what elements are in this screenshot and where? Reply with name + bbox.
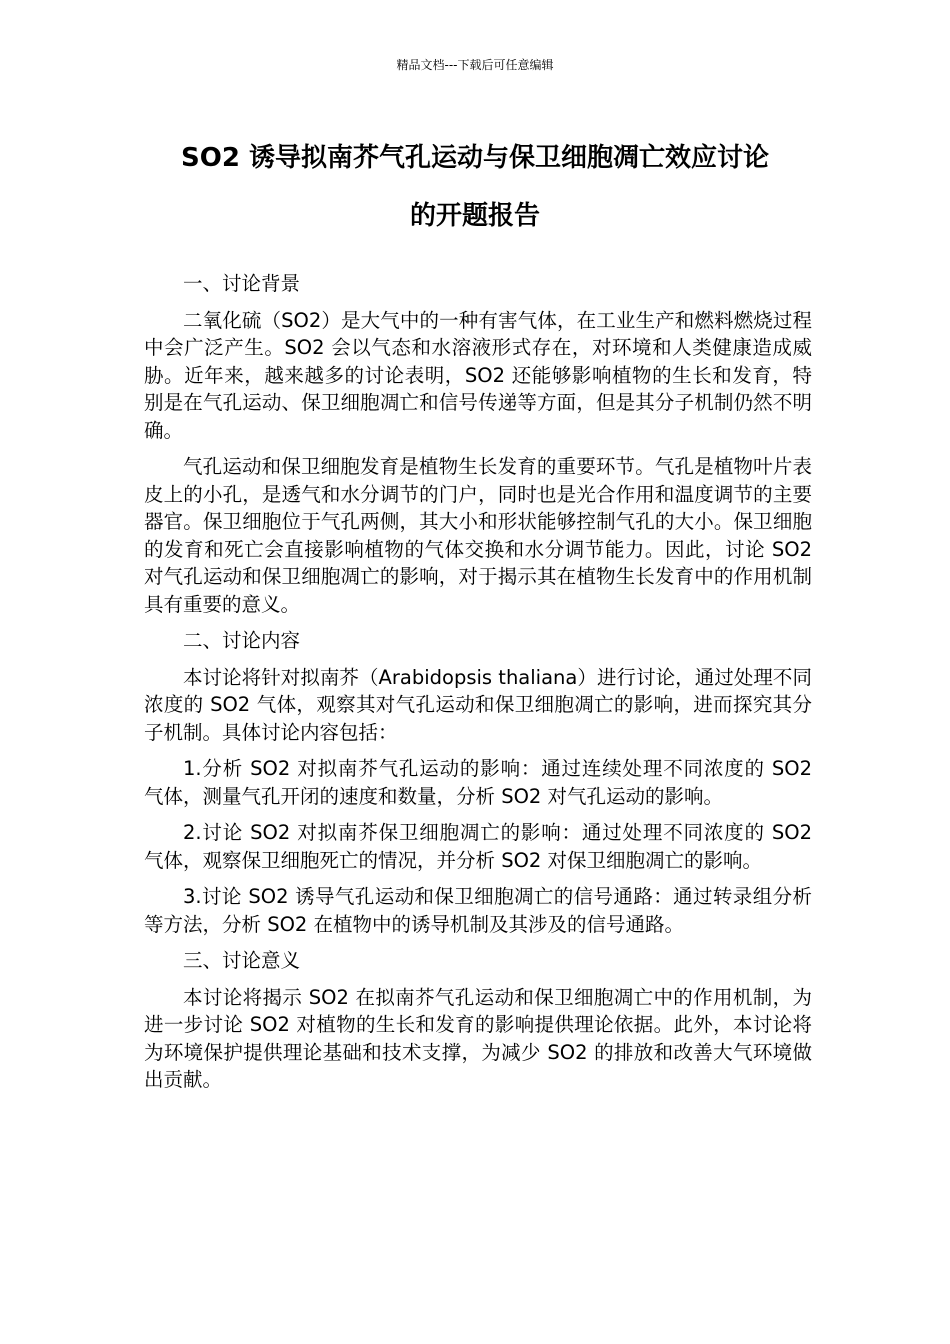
- section-heading-content: 二、讨论内容: [183, 629, 301, 652]
- title-line-1: SO2 诱导拟南芥气孔运动与保卫细胞凋亡效应讨论: [181, 143, 769, 173]
- paragraph-content-intro: 本讨论将针对拟南芥（Arabidopsis thaliana）进行讨论，通过处理不同浓度的 SO2 气体，观察其对气孔运动和保卫细胞凋亡的影响，进而探究其分子机制。具体讨论内容包括：: [144, 665, 812, 744]
- header-note: 精品文档---下载后可任意编辑: [396, 58, 554, 72]
- section-heading-significance: 三、讨论意义: [183, 949, 301, 972]
- document-title: [120, 136, 830, 238]
- title-line-2: 的开题报告: [409, 201, 540, 231]
- document-body: [144, 270, 812, 1103]
- paragraph-background-1: 二氧化硫（SO2）是大气中的一种有害气体，在工业生产和燃料燃烧过程中会广泛产生。SO2 会以气态和水溶液形式存在，对环境和人类健康造成威胁。近年来，越来越多的讨论表明，SO2 还能够影响植物的生长和发育，特别是在气孔运动、保卫细胞凋亡和信号传递等方面，但是其分子机制仍然不明确。: [144, 308, 812, 442]
- paragraph-background-2: 气孔运动和保卫细胞发育是植物生长发育的重要环节。气孔是植物叶片表皮上的小孔，是透气和水分调节的门户，同时也是光合作用和温度调节的主要器官。保卫细胞位于气孔两侧，其大小和形状能够控制气孔的大小。保卫细胞的发育和死亡会直接影响植物的气体交换和水分调节能力。因此，讨论 SO2 对气孔运动和保卫细胞凋亡的影响，对于揭示其在植物生长发育中的作用机制具有重要的意义。: [144, 455, 812, 616]
- list-item-content-1: 1.分析 SO2 对拟南芥气孔运动的影响：通过连续处理不同浓度的 SO2 气体，测量气孔开闭的速度和数量，分析 SO2 对气孔运动的影响。: [144, 757, 812, 808]
- section-heading-background: 一、讨论背景: [183, 272, 301, 295]
- list-item-content-2: 2.讨论 SO2 对拟南芥保卫细胞凋亡的影响：通过处理不同浓度的 SO2 气体，观察保卫细胞死亡的情况，并分析 SO2 对保卫细胞凋亡的影响。: [144, 821, 812, 872]
- list-item-content-3: 3.讨论 SO2 诱导气孔运动和保卫细胞凋亡的信号通路：通过转录组分析等方法，分析 SO2 在植物中的诱导机制及其涉及的信号通路。: [144, 885, 812, 936]
- paragraph-significance: 本讨论将揭示 SO2 在拟南芥气孔运动和保卫细胞凋亡中的作用机制，为进一步讨论 SO2 对植物的生长和发育的影响提供理论依据。此外，本讨论将为环境保护提供理论基础和技术支撑，为减少 SO2 的排放和改善大气环境做出贡献。: [144, 985, 812, 1091]
